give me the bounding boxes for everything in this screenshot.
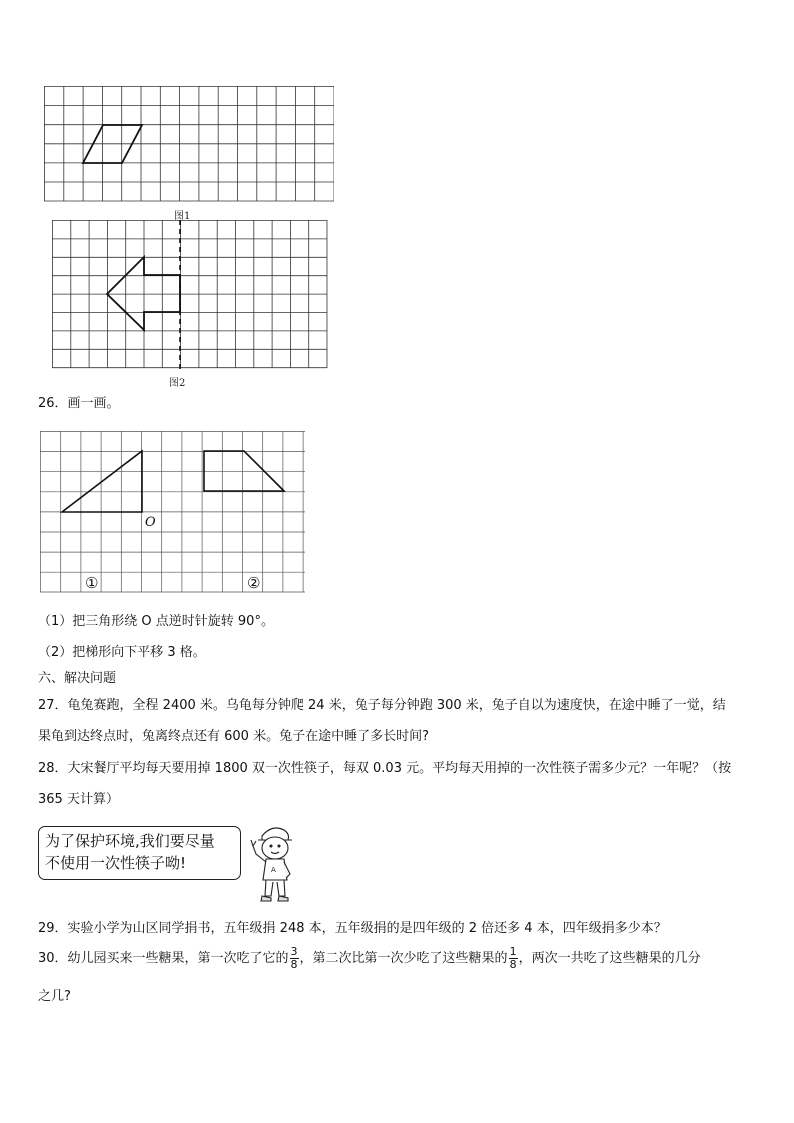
question-28-line2: 365 天计算） — [38, 792, 119, 807]
fraction-1-8-numerator: 1 — [509, 945, 517, 958]
trapezoid-shape — [204, 451, 284, 491]
question-27-line1: 27．龟兔赛跑，全程 2400 米。乌龟每分钟爬 24 米，兔子每分钟跑 300 米，兔子自以为速度快，在途中睡了一觉，结 — [38, 698, 726, 713]
question-26-sub1: （1）把三角形绕 O 点逆时针旋转 90°。 — [38, 614, 274, 629]
question-26-title: 26．画一画。 — [38, 396, 120, 411]
question-30-part2: ，第二次比第一次少吃了这些糖果的 — [299, 951, 508, 966]
question-28-line1: 28．大宋餐厅平均每天要用掉 1800 双一次性筷子，每双 0.03 元。平均每天用掉的一次性筷子需多少元？一年呢？（按 — [38, 761, 732, 776]
speech-bubble — [38, 826, 241, 880]
arrow-shape — [107, 257, 180, 330]
bubble-line-2: 不使用一次性筷子呦! — [45, 854, 187, 872]
circle-label-1: ① — [85, 574, 99, 592]
question-30-line1 — [38, 946, 701, 972]
question-30-line2: 之几? — [38, 989, 71, 1004]
fraction-3-8-numerator: 3 — [290, 945, 298, 958]
question-30-part3: ，两次一共吃了这些糖果的几分 — [518, 951, 701, 966]
figure-2-caption: 图2 — [169, 378, 186, 389]
fraction-1-8-denominator: 8 — [509, 958, 517, 971]
figure-26-grid — [40, 431, 306, 593]
svg-text:A: A — [271, 866, 276, 874]
figure-2-grid — [52, 220, 328, 369]
fraction-1-8 — [509, 946, 518, 971]
question-30-part1: 30．幼儿园买来一些糖果，第一次吃了它的 — [38, 951, 289, 966]
fraction-3-8 — [290, 946, 299, 971]
triangle-shape — [62, 451, 142, 512]
figure-1-caption: 图1 — [174, 211, 191, 222]
section-6-title: 六、解决问题 — [38, 671, 117, 686]
fraction-3-8-denominator: 8 — [290, 958, 298, 971]
circle-label-2: ② — [247, 574, 261, 592]
figure-1-grid — [44, 86, 334, 202]
bubble-line-1: 为了保护环境,我们要尽量 — [45, 832, 215, 850]
question-26-sub2: （2）把梯形向下平移 3 格。 — [38, 645, 206, 660]
cartoon-boy-illustration — [238, 822, 304, 906]
question-29: 29．实验小学为山区同学捐书，五年级捐 248 本，五年级捐的是四年级的 2 倍还多 4 本，四年级捐多少本？ — [38, 921, 667, 936]
point-o-label: O — [145, 515, 156, 530]
question-27-line2: 果龟到达终点时，兔离终点还有 600 米。兔子在途中睡了多长时间? — [38, 729, 429, 744]
